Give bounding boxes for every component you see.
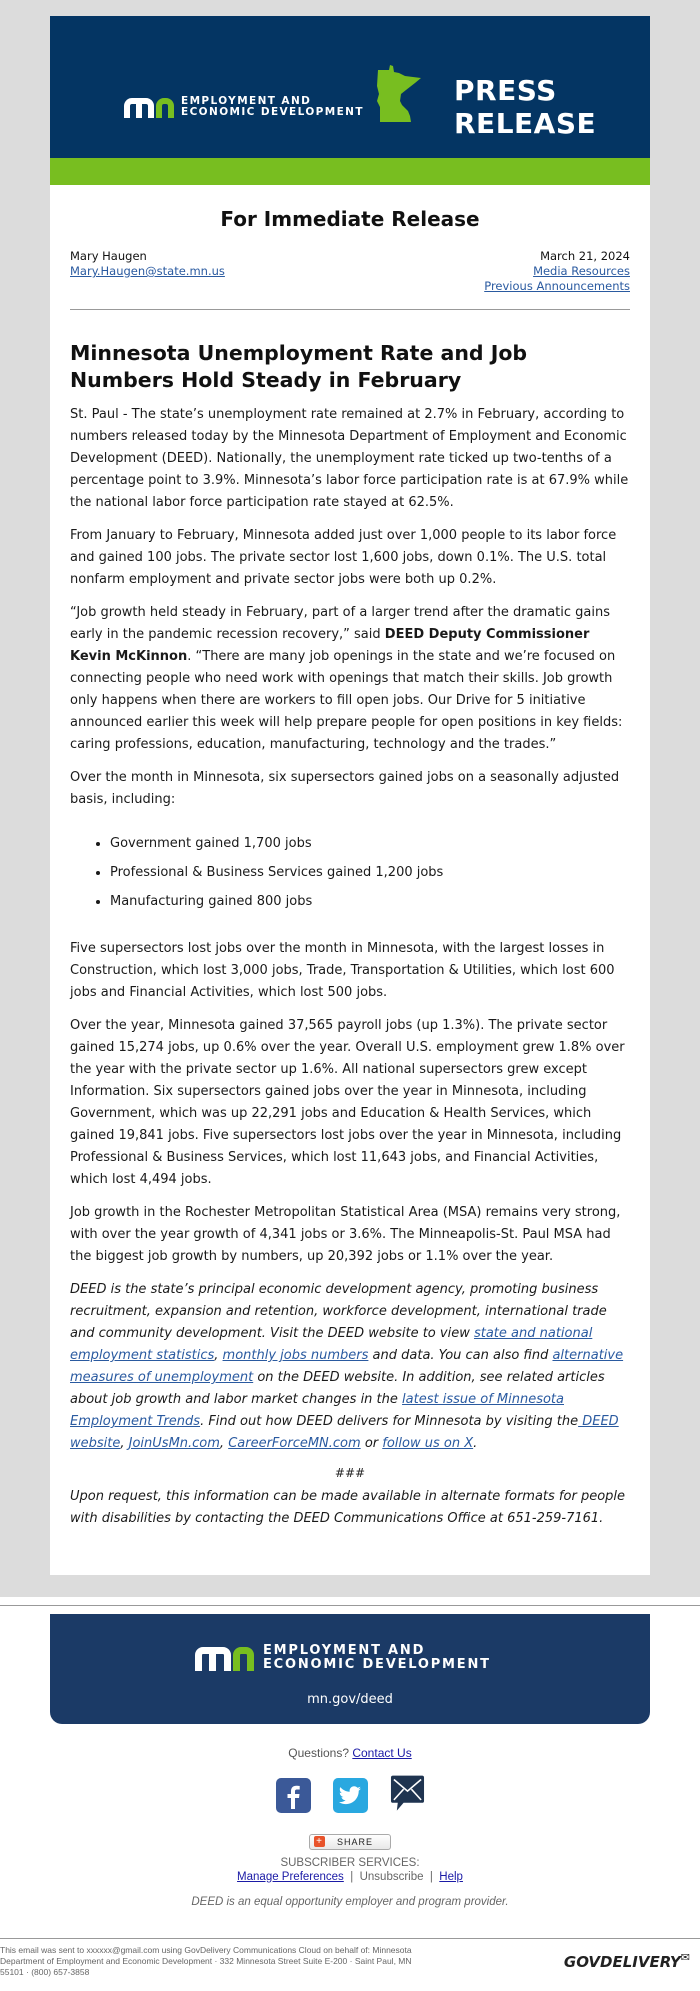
quoted-person: DEED Deputy Commissioner Kevin McKinnon [70,627,590,664]
contact-name: Mary Haugen [70,249,147,263]
unsubscribe-link[interactable]: Unsubscribe [359,1870,424,1883]
paragraph-4: Over the month in Minnesota, six supersectors gained jobs on a seasonally adjusted basis, including: [70,770,620,807]
subscriber-services: SUBSCRIBER SERVICES: Manage Preferences | Unsubscribe | Help [0,1856,700,1884]
minnesota-map-icon [375,64,425,124]
eeo-statement: DEED is an equal opportunity employer and program provider. [191,1895,509,1908]
mn-logo-icon [195,1645,254,1671]
media-resources-link[interactable]: Media Resources [533,264,630,278]
article-title: Minnesota Unemployment Rate and Job Numbers Hold Steady in February [70,341,528,392]
govdelivery-logo[interactable]: GOVDELIVERY✉ [563,1951,690,1971]
deed-website-link[interactable]: DEED website [70,1414,619,1451]
about-deed-paragraph: DEED is the state’s principal economic development agency, promoting business recruitment, expansion and retention, workforce development, international trade and community development. Visit the DEED website to view state and national employment statistics, monthly jobs numbers and data. You can also find alternative measures of unemployment on the DEED website. In addition, see related articles about job growth and labor market changes in the latest issue of Minnesota Employment Trends. Find out how DEED delivers for Minnesota by visiting the DEED website, JoinUsMn.com, CareerForceMN.com or follow us on X. [70,1282,624,1451]
footer-url[interactable]: mn.gov/deed [307,1692,393,1707]
contact-us-link[interactable]: Contact Us [352,1746,412,1760]
contact-block [70,249,630,294]
footer-logo-line-2: ECONOMIC DEVELOPMENT [263,1657,491,1672]
logo-line-2: ECONOMIC DEVELOPMENT [181,106,364,118]
alternative-measures-link[interactable]: alternative measures of unemployment [70,1348,624,1385]
paragraph-1: St. Paul - The state’s unemployment rate remained at 2.7% in February, according to numbers released today by the Minnesota Department of Employment and Economic Development (DEED). Nationally, the unemployment rate ticked up two-tenths of a percentage point to 3.9%. Minnesota’s labor force participation rate is at 67.9% while the national labor force participation rate stayed at 62.5%. [70,407,629,510]
twitter-icon[interactable] [333,1778,368,1813]
social-links [0,1778,700,1813]
footer-banner [50,1614,650,1724]
press-release-card [50,16,650,1575]
help-link[interactable]: Help [439,1870,463,1883]
employment-statistics-link[interactable]: state and national employment statistics [70,1326,593,1363]
green-accent-bar [50,158,650,185]
list-item: • Manufacturing gained 800 jobs [110,887,630,916]
manage-preferences-link[interactable]: Manage Preferences [237,1870,344,1883]
envelope-icon: ✉ [680,1951,690,1964]
footer-divider [0,1605,700,1606]
end-mark: ### [334,1466,366,1480]
article-body [50,185,650,1575]
paragraph-2: From January to February, Minnesota added just over 1,000 people to its labor force and gained 100 jobs. The private sector lost 1,600 jobs, down 0.1%. The U.S. total nonfarm employment and private sector jobs were both up 0.2%. [70,528,617,587]
deed-logo [124,96,364,118]
legal-footer [0,1939,700,1978]
monthly-jobs-numbers-link[interactable]: monthly jobs numbers [222,1348,369,1363]
employment-trends-link[interactable]: latest issue of Minnesota Employment Trends [70,1392,564,1429]
joinusmn-link[interactable]: JoinUsMn.com [128,1436,220,1451]
subscriber-services-label: SUBSCRIBER SERVICES: [280,1856,420,1869]
banner-title: PRESS RELEASE [454,74,597,140]
questions-line: Questions? Contact Us [288,1746,412,1760]
list-item: • Government gained 1,700 jobs [110,829,630,858]
list-item: • Professional & Business Services gained 1,200 jobs [110,858,630,887]
legal-text: This email was sent to xxxxxx@gmail.com using GovDelivery Communications Cloud on behalf of: Minnesota Department of Employment and Economic Development · 332 Minnesota Street Suite E-200 · Saint Paul, MN 55101 · (800) 657-3858 [0,1944,412,1977]
careerforcemn-link[interactable]: CareerForceMN.com [228,1436,361,1451]
logo-line-1: EMPLOYMENT AND [181,95,312,107]
contact-email-link[interactable]: Mary.Haugen@state.mn.us [70,264,225,278]
header-banner [50,16,650,158]
gains-list [70,829,630,916]
release-date: March 21, 2024 [540,249,630,263]
divider [70,309,630,310]
previous-announcements-link[interactable]: Previous Announcements [484,279,630,293]
facebook-icon[interactable] [276,1778,311,1813]
footer-logo-line-1: EMPLOYMENT AND [263,1643,426,1658]
paragraph-5: Five supersectors lost jobs over the month in Minnesota, with the largest losses in Construction, which lost 3,000 jobs, Trade, Transportation & Utilities, which lost 600 jobs and Financial Activities, which lost 500 jobs. [70,941,615,1000]
paragraph-6: Over the year, Minnesota gained 37,565 payroll jobs (up 1.3%). The private sector gained 15,274 jobs, up 0.6% over the year. Overall U.S. employment grew 1.8% over the year with the private sector up 1.6%. All national supersectors grew except Information. Six supersectors gained jobs over the year in Minnesota, including Government, which was up 22,291 jobs and Education & Health Services, which gained 19,841 jobs. Five supersectors lost jobs over the year in Minnesota, including Professional & Business Services, which lost 11,643 jobs, and Financial Activities, which lost 4,494 jobs. [70,1018,625,1187]
email-icon[interactable] [390,1778,425,1813]
accessibility-note: Upon request, this information can be made available in alternate formats for people with disabilities by contacting the DEED Communications Office at 651-259-7161. [70,1489,626,1526]
plus-icon: + [314,1836,325,1847]
paragraph-7: Job growth in the Rochester Metropolitan Statistical Area (MSA) remains very strong, with over the year growth of 4,341 jobs or 3.6%. The Minneapolis-St. Paul MSA had the biggest job growth by numbers, up 20,392 jobs or 1.1% over the year. [70,1205,621,1264]
follow-on-x-link[interactable]: follow us on X [382,1436,474,1451]
footer-deed-logo [195,1644,491,1672]
share-button[interactable]: + SHARE [309,1834,391,1850]
mn-logo-icon [124,96,174,118]
release-label: For Immediate Release [220,207,480,231]
paragraph-3: “Job growth held steady in February, part of a larger trend after the dramatic gains early in the pandemic recession recovery,” said DEED Deputy Commissioner Kevin McKinnon. “There are many job openings in the state and we’re focused on connecting people who need work with openings that match their skills. Job growth only happens when there are workers to fill open jobs. Our Drive for 5 initiative announced earlier this week will help prepare people for open positions in key fields: caring professions, education, manufacturing, technology and the trades.” [70,605,623,752]
